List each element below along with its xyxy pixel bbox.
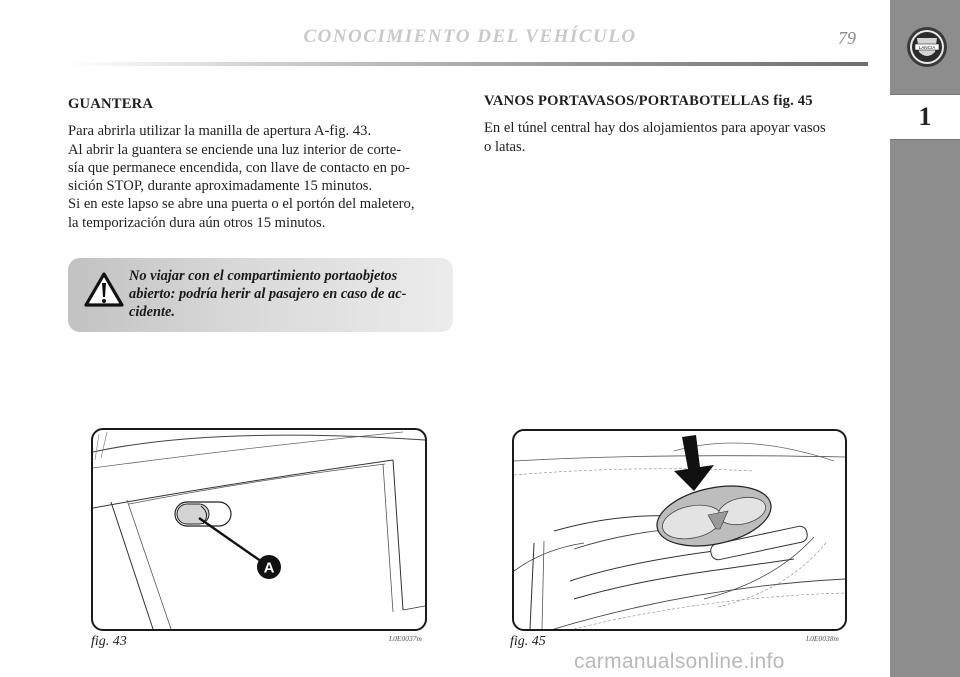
watermark-text: carmanualsonline.info (574, 650, 785, 673)
cupholder-illustration (514, 431, 845, 629)
logo-text: LANCIA (918, 45, 936, 50)
text-line: la temporización dura aún otros 15 minutos. (68, 214, 326, 231)
page-number: 79 (838, 28, 856, 48)
figure-43-caption: fig. 43 (91, 634, 127, 649)
callout-a-label: A (263, 559, 275, 577)
chapter-number: 1 (890, 94, 960, 140)
header-divider (68, 62, 868, 66)
cupholder-heading: VANOS PORTAVASOS/PORTABOTELLAS fig. 45 (484, 93, 813, 109)
warning-line: abierto: podría herir al pasajero en caso de ac- (129, 286, 407, 302)
text-line: Para abrirla utilizar la manilla de apertura A-fig. 43. (68, 123, 372, 140)
figure-43-glovebox (91, 428, 427, 631)
figure-45-code: L0E0038m (806, 634, 839, 643)
lancia-logo-icon (906, 26, 948, 68)
figure-45-cupholders (512, 429, 847, 631)
warning-line: No viajar con el compartimiento portaobjetos (129, 268, 398, 284)
page-header-title: CONOCIMIENTO DEL VEHÍCULO (303, 26, 637, 47)
text-line: o latas. (484, 138, 526, 155)
glovebox-text (68, 122, 454, 232)
glovebox-illustration (93, 430, 425, 629)
warning-text (129, 267, 447, 321)
warning-triangle-icon (84, 272, 124, 308)
text-line: sición STOP, durante aproximadamente 15 minutos. (68, 178, 373, 195)
text-line: En el túnel central hay dos alojamientos para apoyar vasos (484, 120, 826, 137)
warning-line: cidente. (129, 304, 175, 320)
right-column (484, 92, 870, 156)
text-line: sía que permanece encendida, con llave de contacto en po- (68, 159, 410, 176)
text-line: Si en este lapso se abre una puerta o el portón del maletero, (68, 196, 415, 213)
left-column (68, 95, 454, 232)
figure-43-code: L0E0037m (389, 634, 422, 643)
text-line: Al abrir la guantera se enciende una luz interior de corte- (68, 141, 402, 158)
figure-45-caption: fig. 45 (510, 634, 546, 649)
cupholder-text (484, 119, 870, 156)
warning-box (68, 258, 453, 332)
glovebox-heading: GUANTERA (68, 96, 154, 112)
